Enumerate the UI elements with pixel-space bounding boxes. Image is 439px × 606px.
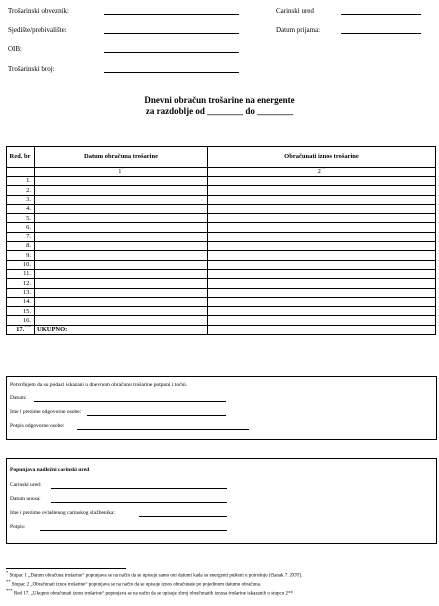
row-number: 9. <box>7 251 35 260</box>
date-cell[interactable] <box>35 186 208 195</box>
footnote-1: * Stupac 1 „Datum obračuna trošarine“ popunjava se na način da se upisuju samo oni datumi kada su energenti pušteni u potrošnju (članak 7. ZOT). <box>6 570 303 579</box>
table-total-row <box>7 325 436 334</box>
date-cell[interactable] <box>35 242 208 251</box>
table-header <box>7 147 436 168</box>
amount-cell[interactable] <box>208 177 436 186</box>
row-number: 8. <box>7 242 35 251</box>
confirmation-box <box>6 376 437 440</box>
row-number: 11. <box>7 269 35 278</box>
period-line: za razdoblje od ________ do ________ <box>145 106 294 116</box>
col-iznos: Obračunati iznos trošarine <box>208 147 436 168</box>
total-number: 17.*** <box>7 325 35 334</box>
amount-cell[interactable] <box>208 316 436 325</box>
confirmation-statement: Potvrđujem da su podaci iskazani u dnevnom obračunu trošarine potpuni i točni. <box>10 382 188 388</box>
taxpayer-label: Trošarinski obveznik: <box>8 7 69 15</box>
oib-label: OIB: <box>8 45 22 53</box>
footnote-3: *** Red 17. „Ukupno obračunati iznos trošarine“ popunjava se na način da se upisuje zbroj obračunatih iznosa trošarine iskazanih u stupcu 2** <box>6 588 293 597</box>
table-row <box>7 232 436 241</box>
responsible-name-label: Ime i prezime odgovorne osobe: <box>10 409 82 415</box>
amount-cell[interactable] <box>208 269 436 278</box>
responsible-signature-label: Potpis odgovorne osobe: <box>10 423 65 429</box>
amount-cell[interactable] <box>208 288 436 297</box>
amount-cell[interactable] <box>208 195 436 204</box>
date-cell[interactable] <box>35 307 208 316</box>
page-title: Dnevni obračun trošarine na energente <box>144 95 295 105</box>
date-cell[interactable] <box>35 195 208 204</box>
sub-empty <box>7 168 35 177</box>
entry-date-label: Datum unosa: <box>10 496 41 502</box>
customs-office-box-field[interactable] <box>51 488 227 489</box>
date-cell[interactable] <box>35 177 208 186</box>
customs-box-heading: Popunjava nadležni carinski ured <box>10 467 90 473</box>
date-cell[interactable] <box>35 316 208 325</box>
date-cell[interactable] <box>35 232 208 241</box>
row-number: 4. <box>7 204 35 213</box>
responsible-name-field[interactable] <box>87 415 226 416</box>
table-row <box>7 204 436 213</box>
officer-name-field[interactable] <box>139 516 227 517</box>
amount-cell[interactable] <box>208 204 436 213</box>
table-row <box>7 214 436 223</box>
table-row <box>7 223 436 232</box>
date-cell[interactable] <box>35 260 208 269</box>
officer-signature-field[interactable] <box>40 530 227 531</box>
receipt-date-field[interactable] <box>341 33 421 34</box>
amount-cell[interactable] <box>208 223 436 232</box>
amount-cell[interactable] <box>208 307 436 316</box>
customs-office-field[interactable] <box>341 14 421 15</box>
table-row <box>7 269 436 278</box>
table-row <box>7 195 436 204</box>
total-label: UKUPNO: <box>35 325 208 334</box>
date-cell[interactable] <box>35 279 208 288</box>
date-cell[interactable] <box>35 251 208 260</box>
row-number: 16. <box>7 316 35 325</box>
col-red-br: Red. br <box>7 147 35 168</box>
table-row <box>7 186 436 195</box>
amount-cell[interactable] <box>208 297 436 306</box>
table-body <box>7 177 436 326</box>
officer-signature-label: Potpis: <box>10 524 26 530</box>
row-number: 14. <box>7 297 35 306</box>
table-row <box>7 177 436 186</box>
date-cell[interactable] <box>35 223 208 232</box>
table-row <box>7 260 436 269</box>
sub-col-1: 1* <box>35 168 208 177</box>
col-datum: Datum obračuna trošarine <box>35 147 208 168</box>
excise-number-label: Trošarinski broj: <box>8 65 55 73</box>
footnote-2: ** Stupac 2 „Obračunati iznos trošarine“ popunjava se na način da se upisuje iznos obračunate po pojedinom datumu obračuna. <box>6 579 262 588</box>
calculation-table <box>6 146 436 335</box>
amount-cell[interactable] <box>208 186 436 195</box>
date-cell[interactable] <box>35 204 208 213</box>
sub-col-2: 2** <box>208 168 436 177</box>
table-row <box>7 279 436 288</box>
amount-cell[interactable] <box>208 242 436 251</box>
entry-date-field[interactable] <box>51 502 227 503</box>
table-row <box>7 288 436 297</box>
customs-box <box>6 458 437 544</box>
date-cell[interactable] <box>35 269 208 278</box>
row-number: 2. <box>7 186 35 195</box>
row-number: 12. <box>7 279 35 288</box>
row-number: 3. <box>7 195 35 204</box>
amount-cell[interactable] <box>208 251 436 260</box>
row-number: 10. <box>7 260 35 269</box>
table-row <box>7 316 436 325</box>
amount-cell[interactable] <box>208 214 436 223</box>
customs-office-box-label: Carinski ured: <box>10 482 42 488</box>
row-number: 13. <box>7 288 35 297</box>
row-number: 7. <box>7 232 35 241</box>
table-row <box>7 251 436 260</box>
date-cell[interactable] <box>35 297 208 306</box>
row-number: 5. <box>7 214 35 223</box>
table-row <box>7 307 436 316</box>
table-row <box>7 297 436 306</box>
total-amount-cell[interactable] <box>208 325 436 334</box>
row-number: 1. <box>7 177 35 186</box>
receipt-date-label: Datum prijama: <box>276 26 321 34</box>
amount-cell[interactable] <box>208 260 436 269</box>
customs-office-label: Carinski ured <box>276 7 314 15</box>
date-cell[interactable] <box>35 288 208 297</box>
amount-cell[interactable] <box>208 279 436 288</box>
responsible-signature-field[interactable] <box>77 429 249 430</box>
row-number: 15. <box>7 307 35 316</box>
table-subheader <box>7 168 436 177</box>
footnote-separator <box>6 568 126 569</box>
confirm-date-field[interactable] <box>34 401 226 402</box>
seat-field[interactable] <box>104 33 239 34</box>
oib-field[interactable] <box>104 52 239 53</box>
seat-label: Sjedište/prebivalište: <box>8 26 67 34</box>
taxpayer-field[interactable] <box>104 14 239 15</box>
amount-cell[interactable] <box>208 232 436 241</box>
table-row <box>7 242 436 251</box>
confirm-date-label: Datum: <box>10 395 27 401</box>
date-cell[interactable] <box>35 214 208 223</box>
officer-name-label: Ime i prezime ovlaštenog carinskog službenika: <box>10 510 115 516</box>
row-number: 6. <box>7 223 35 232</box>
excise-number-field[interactable] <box>104 72 239 73</box>
